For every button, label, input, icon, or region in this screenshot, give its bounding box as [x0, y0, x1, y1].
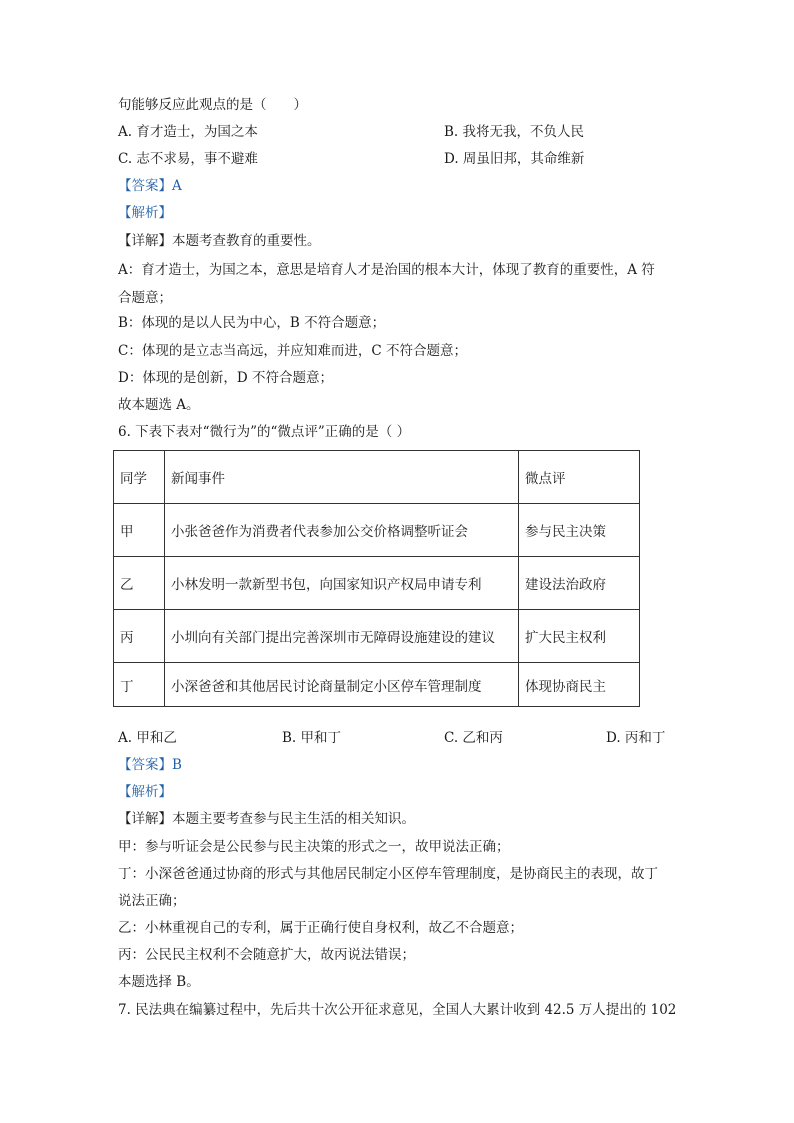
table-cell: 体现协商民主	[519, 663, 640, 707]
q6-analysis-line: 丙：公民民主权利不会随意扩大，故丙说法错误；	[118, 947, 415, 963]
q6-detail: 【详解】本题主要考查参与民主生活的相关知识。	[118, 811, 415, 827]
q5-stem: 句能够反应此观点的是（ ）	[118, 97, 307, 113]
q6-answer: 【答案】B	[118, 757, 182, 773]
table-cell: 丁	[114, 663, 165, 707]
q6-option-a: A. 甲和乙	[118, 730, 177, 746]
q5-analysis-tag: 【解析】	[118, 205, 172, 221]
q5-option-b: B. 我将无我，不负人民	[444, 124, 585, 140]
table-row	[114, 610, 640, 663]
table-cell: 丙	[114, 610, 165, 663]
table-header-cell: 新闻事件	[165, 451, 519, 504]
q6-table	[113, 450, 640, 707]
q6-analysis-tag: 【解析】	[118, 784, 172, 800]
q5-analysis-line: B：体现的是以人民为中心，B 不符合题意；	[118, 315, 386, 331]
q6-analysis-line: 说法正确；	[118, 893, 186, 909]
q5-option-a: A. 育才造士，为国之本	[118, 124, 258, 140]
table-row	[114, 504, 640, 557]
table-cell: 小深爸爸和其他居民讨论商量制定小区停车管理制度	[165, 663, 519, 707]
q6-option-d: D. 丙和丁	[606, 730, 666, 746]
table-cell: 建设法治政府	[519, 557, 640, 610]
table-header-cell: 微点评	[519, 451, 640, 504]
table-cell: 扩大民主权利	[519, 610, 640, 663]
table-row	[114, 663, 640, 707]
table-header-cell: 同学	[114, 451, 165, 504]
table-cell: 小张爸爸作为消费者代表参加公交价格调整听证会	[165, 504, 519, 557]
table-row	[114, 557, 640, 610]
q6-option-b: B. 甲和丁	[282, 730, 342, 746]
q5-option-c: C. 志不求易，事不避难	[118, 151, 258, 167]
q5-answer: 【答案】A	[118, 178, 182, 194]
q5-detail: 【详解】本题考查教育的重要性。	[118, 233, 321, 249]
q6-stem: 6. 下表下表对“微行为”的“微点评”正确的是（ ）	[118, 424, 411, 440]
table-header-row	[114, 451, 640, 504]
table-cell: 甲	[114, 504, 165, 557]
q6-analysis-line: 乙：小林重视自己的专利，属于正确行使自身权利，故乙不合题意；	[118, 920, 523, 936]
table-cell: 参与民主决策	[519, 504, 640, 557]
q7-stem: 7. 民法典在编纂过程中，先后共十次公开征求意见，全国人大累计收到 42.5 万人提出的 102	[118, 1002, 677, 1018]
q6-analysis-line: 甲：参与听证会是公民参与民主决策的形式之一，故甲说法正确；	[118, 839, 510, 855]
q5-analysis-line: 故本题选 A。	[118, 397, 200, 413]
table-cell: 乙	[114, 557, 165, 610]
q6-analysis-line: 丁：小深爸爸通过协商的形式与其他居民制定小区停车管理制度，是协商民主的表现，故丁	[118, 866, 658, 882]
table-cell: 小圳向有关部门提出完善深圳市无障碍设施建设的建议	[165, 610, 519, 663]
q5-analysis-line: C：体现的是立志当高远，并应知难而进，C 不符合题意；	[118, 343, 467, 359]
q6-option-c: C. 乙和丙	[444, 730, 503, 746]
q6-analysis-line: 本题选择 B。	[118, 974, 200, 990]
q5-option-d: D. 周虽旧邦，其命维新	[444, 151, 585, 167]
q5-analysis-line: 合题意；	[118, 290, 172, 306]
q5-analysis-line: A：育才造士，为国之本，意思是培育人才是治国的根本大计，体现了教育的重要性，A 符	[118, 262, 655, 278]
table-cell: 小林发明一款新型书包，向国家知识产权局申请专利	[165, 557, 519, 610]
q5-analysis-line: D：体现的是创新，D 不符合题意；	[118, 370, 333, 386]
